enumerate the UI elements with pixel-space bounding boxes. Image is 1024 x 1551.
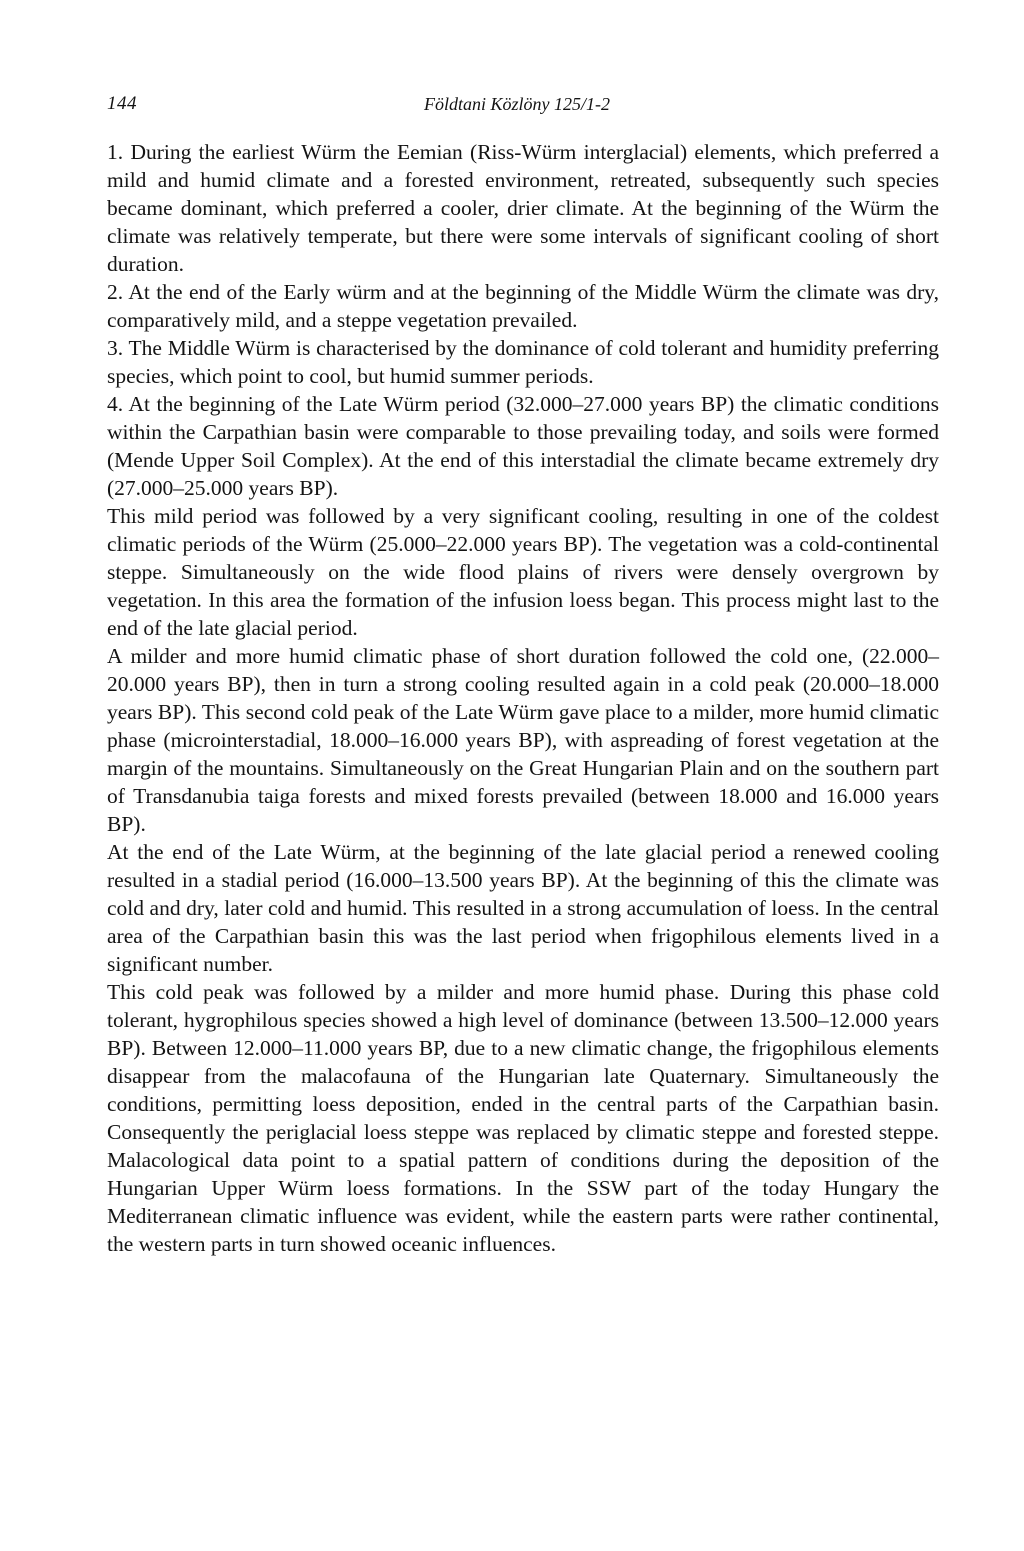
page-header: [107, 93, 939, 121]
paragraph-7: At the end of the Late Würm, at the beginning of the late glacial period a renewed cooling resulted in a stadial period (16.000–13.500 years BP). At the beginning of this the climate was cold and dry, later cold and humid. This resulted in a strong accumulation of loess. In the central area of the Carpathian basin this was the last period when frigophilous elements lived in a significant number.: [107, 840, 939, 976]
paragraph-3: 3. The Middle Würm is characterised by the dominance of cold tolerant and humidity preferring species, which point to cool, but humid summer periods.: [107, 336, 939, 388]
paragraph-1: 1. During the earliest Würm the Eemian (Riss-Würm interglacial) elements, which preferred a mild and humid climate and a forested environment, retreated, subsequently such species became dominant, which preferred a cooler, drier climate. At the beginning of the Würm the climate was relatively temperate, but there were some intervals of significant cooling of short duration.: [107, 140, 939, 276]
paragraph-4: 4. At the beginning of the Late Würm period (32.000–27.000 years BP) the climatic conditions within the Carpathian basin were comparable to those prevailing today, and soils were formed (Mende Upper Soil Complex). At the end of this interstadial the climate became extremely dry (27.000–25.000 years BP).: [107, 392, 939, 500]
paragraph-5: This mild period was followed by a very significant cooling, resulting in one of the coldest climatic periods of the Würm (25.000–22.000 years BP). The vegetation was a cold-continental steppe. Simultaneously on the wide flood plains of rivers were densely overgrown by vegetation. In this area the formation of the infusion loess began. This process might last to the end of the late glacial period.: [107, 504, 939, 640]
running-head: Földtani Közlöny 125/1-2: [424, 94, 610, 114]
page-number: 144: [107, 93, 137, 114]
paragraph-6: A milder and more humid climatic phase of short duration followed the cold one, (22.000–20.000 years BP), then in turn a strong cooling resulted again in a cold peak (20.000–18.000 years BP). This second cold peak of the Late Würm gave place to a milder, more humid climatic phase (microinterstadial, 18.000–16.000 years BP), with aspreading of forest vegetation at the margin of the mountains. Simultaneously on the Great Hungarian Plain and on the southern part of Transdanubia taiga forests and mixed forests prevailed (between 18.000 and 16.000 years BP).: [107, 644, 939, 836]
body-text: [107, 138, 939, 1258]
paragraph-2: 2. At the end of the Early würm and at the beginning of the Middle Würm the climate was dry, comparatively mild, and a steppe vegetation prevailed.: [107, 280, 939, 332]
paragraph-8: This cold peak was followed by a milder and more humid phase. During this phase cold tolerant, hygrophilous species showed a high level of dominance (between 13.500–12.000 years BP). Between 12.000–11.000 years BP, due to a new climatic change, the frigophilous elements disappear from the malacofauna of the Hungarian late Quaternary. Simultaneously the conditions, permitting loess deposition, ended in the central parts of the Carpathian basin. Consequently the periglacial loess steppe was replaced by climatic steppe and forested steppe. Malacological data point to a spatial pattern of conditions during the deposition of the Hungarian Upper Würm loess formations. In the SSW part of the today Hungary the Mediterranean climatic influence was evident, while the eastern parts were rather continental, the western parts in turn showed oceanic influences.: [107, 980, 939, 1256]
